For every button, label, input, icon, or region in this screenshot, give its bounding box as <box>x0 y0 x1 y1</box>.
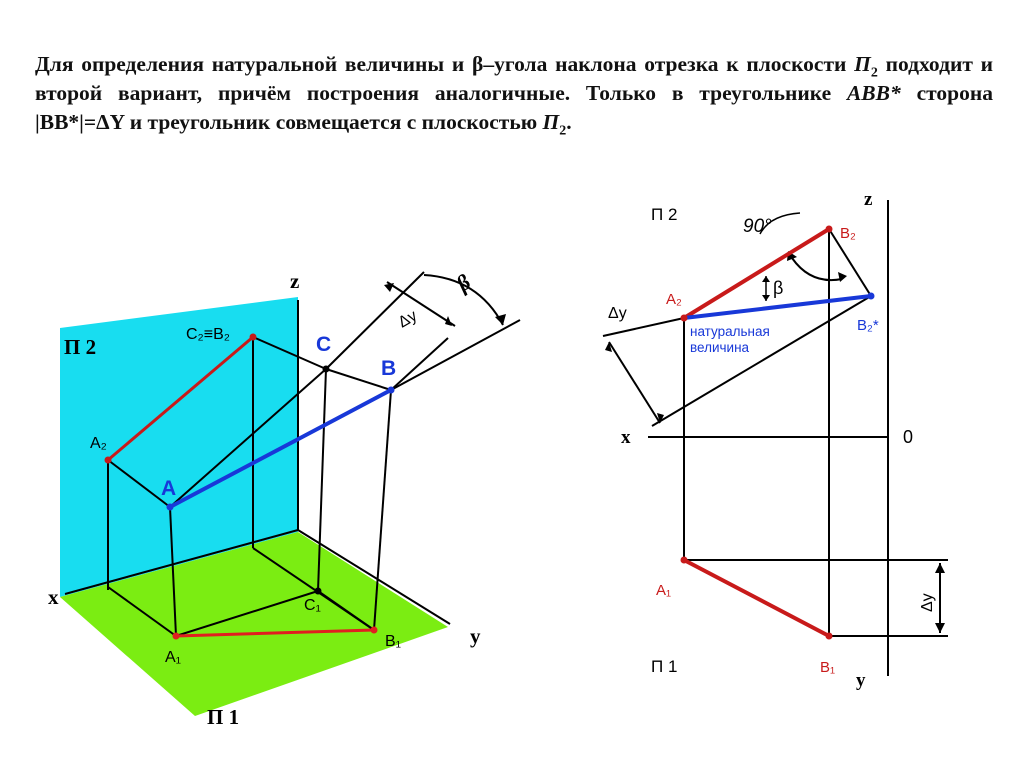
a1-label: A₁ <box>165 649 182 666</box>
b2-label: B₂ <box>840 225 856 242</box>
b-label: B <box>381 357 397 380</box>
dy2-label: Δy <box>919 593 936 612</box>
point-c2b2 <box>250 334 257 341</box>
point-a2 <box>681 315 688 322</box>
angle-arc <box>792 258 842 280</box>
b1-label: B₁ <box>820 659 836 676</box>
a2-label: A₂ <box>90 435 107 452</box>
triangle-name: ABB* <box>846 81 901 105</box>
c2b2-label: C₂≡B₂ <box>186 326 230 343</box>
point-b2 <box>826 226 833 233</box>
epure-view <box>603 189 948 691</box>
a2-label: A₂ <box>666 291 682 308</box>
point-a1 <box>681 557 688 564</box>
natural-size-line1: натуральная <box>690 324 770 339</box>
text-part: . <box>566 110 572 134</box>
b2star-label: B₂* <box>857 317 879 334</box>
plane-p2-label: П 2 <box>64 335 97 359</box>
beta-symbol: β <box>472 52 484 76</box>
natural-size-line2: величина <box>690 340 750 355</box>
angle-90-label: 90° <box>743 216 772 237</box>
text-part: сторона |BB*|=ΔY и треугольник совмещается с плоскостью <box>35 81 993 134</box>
construction-line <box>391 320 520 390</box>
angle-arrowhead <box>838 272 847 282</box>
dy2-arrowhead <box>935 623 945 633</box>
c1-label: C₁ <box>304 597 321 614</box>
point-b1 <box>371 627 378 634</box>
point-b <box>388 387 395 394</box>
y-axis-label: y <box>856 670 866 691</box>
dy2-arrowhead <box>935 563 945 573</box>
text-part: –угола наклона отрезка к плоскости <box>483 52 855 76</box>
plane-p1-label: П 1 <box>651 657 678 676</box>
plane-symbol: П <box>854 52 871 76</box>
dy-arrowhead <box>384 283 394 292</box>
point-a2 <box>105 457 112 464</box>
text-part: Для определения натуральной величины и <box>35 52 473 76</box>
point-b2star <box>868 293 875 300</box>
z-axis-label: z <box>290 269 300 293</box>
x-axis-label: x <box>621 427 631 448</box>
point-c1 <box>315 588 322 595</box>
point-c <box>323 366 330 373</box>
plane-p2-label: П 2 <box>651 205 678 224</box>
b1-label: B₁ <box>385 633 402 650</box>
point-b1 <box>826 633 833 640</box>
dy-label: Δy <box>608 305 627 322</box>
z-axis-label: z <box>864 189 873 210</box>
dy-label: Δy <box>395 307 421 332</box>
segment-a1b1 <box>684 560 829 636</box>
plane-index: 2 <box>559 123 567 139</box>
dy-dim-line <box>609 342 660 423</box>
plane-p1-label: П 1 <box>207 705 240 729</box>
axonometric-view <box>48 269 520 729</box>
text-part: подходит и второй вариант, причём построения аналогичные. Только в треугольнике <box>35 52 993 105</box>
c-label: C <box>316 333 332 356</box>
y-axis-label: y <box>470 624 481 648</box>
point-a <box>167 504 174 511</box>
beta-label: β <box>451 269 476 297</box>
a-label: A <box>161 477 177 500</box>
plane-symbol: П <box>542 110 560 134</box>
origin-label: 0 <box>903 427 914 447</box>
x-axis-label: x <box>48 585 59 609</box>
plane-index: 2 <box>870 65 878 81</box>
a1-label: A₁ <box>656 582 672 599</box>
point-a1 <box>173 633 180 640</box>
beta-label: β <box>773 278 784 298</box>
